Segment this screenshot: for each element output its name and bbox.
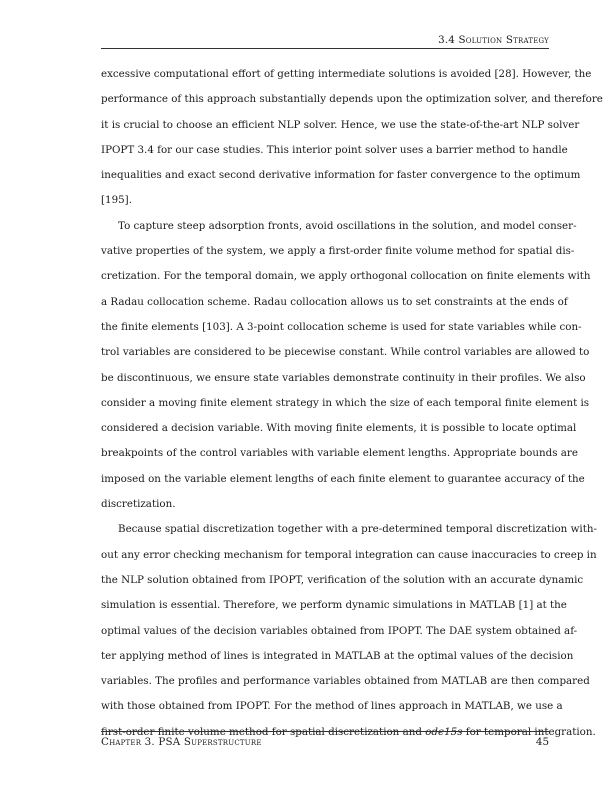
text-line: imposed on the variable element lengths of each finite element to guarantee accuracy of the	[101, 472, 585, 485]
text-line: the NLP solution obtained from IPOPT, verification of the solution with an accurate dynamic	[101, 573, 584, 586]
text-line: performance of this approach substantially depends upon the optimization solver, and therefore	[101, 93, 603, 106]
footer-chapter-label: Chapter 3. PSA Superstructure	[101, 736, 262, 748]
footer-rule	[101, 731, 549, 732]
text-line: vative properties of the system, we apply a first-order finite volume method for spatial dis-	[101, 245, 575, 258]
text-line: out any error checking mechanism for temporal integration can cause inaccuracies to creep in	[101, 548, 597, 561]
text-line: trol variables are considered to be piecewise constant. While control variables are allowed to	[101, 346, 590, 359]
body-text	[101, 65, 603, 748]
running-footer	[101, 736, 549, 748]
text-line: optimal values of the decision variables obtained from IPOPT. The DAE system obtained af-	[101, 624, 578, 637]
text-line: variables. The profiles and performance variables obtained from MATLAB are then compared	[101, 675, 590, 688]
text-line: ter applying method of lines is integrated in MATLAB at the optimal values of the decision	[101, 649, 574, 662]
text-line: a Radau collocation scheme. Radau collocation allows us to set constraints at the ends of	[101, 295, 568, 308]
text-span: first-order finite volume method for spatial discretization and	[101, 725, 426, 738]
text-line: IPOPT 3.4 for our case studies. This interior point solver uses a barrier method to handle	[101, 143, 568, 156]
text-line: To capture steep adsorption fronts, avoid oscillations in the solution, and model conser-	[118, 219, 577, 232]
text-line: the finite elements [103]. A 3-point collocation scheme is used for state variables while con-	[101, 320, 582, 333]
text-line: Because spatial discretization together with a pre-determined temporal discretization with-	[118, 523, 597, 536]
text-line: be discontinuous, we ensure state variables demonstrate continuity in their profiles. We also	[101, 371, 586, 384]
running-header-title: 3.4 Solution Strategy	[438, 34, 549, 46]
text-line: considered a decision variable. With moving finite elements, it is possible to locate optimal	[101, 422, 577, 435]
header-rule	[101, 48, 549, 49]
text-line: discretization.	[101, 498, 176, 511]
text-line: it is crucial to choose an efficient NLP solver. Hence, we use the state-of-the-art NLP solver	[101, 118, 580, 131]
page-number: 45	[535, 736, 549, 748]
text-line: inequalities and exact second derivative information for faster convergence to the optimum	[101, 169, 581, 182]
text-line: simulation is essential. Therefore, we perform dynamic simulations in MATLAB [1] at the	[101, 599, 567, 612]
text-line: excessive computational effort of getting intermediate solutions is avoided [28]. However, the	[101, 68, 592, 80]
text-line: [195].	[101, 194, 132, 207]
text-line: cretization. For the temporal domain, we apply orthogonal collocation on finite elements with	[101, 270, 591, 283]
text-line: with those obtained from IPOPT. For the method of lines approach in MATLAB, we use a	[101, 700, 563, 713]
code-term-emphasis: ode15s	[425, 725, 463, 738]
text-span: for temporal integration.	[462, 725, 596, 738]
text-line: consider a moving finite element strategy in which the size of each temporal finite element is	[101, 396, 590, 409]
text-line: breakpoints of the control variables with variable element lengths. Appropriate bounds are	[101, 447, 578, 460]
